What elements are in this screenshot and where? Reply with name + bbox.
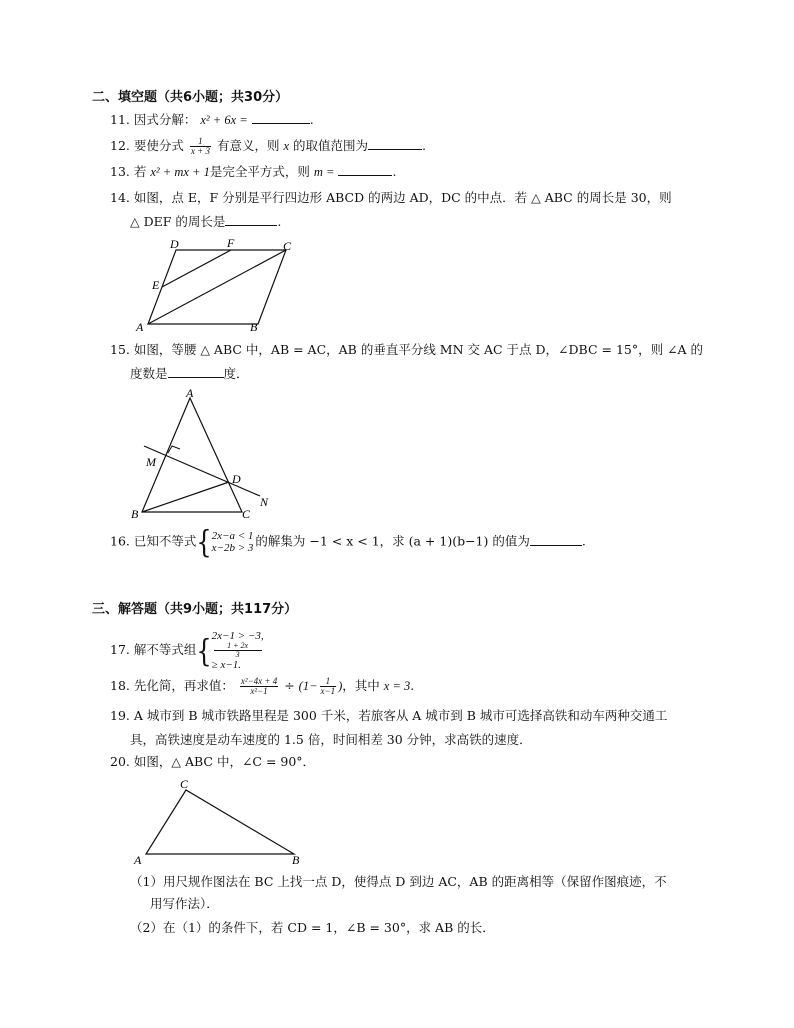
sub-question-1-line-2: 用写作法）． — [150, 896, 219, 911]
label-c: C — [283, 239, 292, 253]
question-text: 度． — [223, 366, 249, 381]
fraction — [320, 677, 337, 696]
brace-symbol: { — [196, 523, 212, 561]
question-12 — [110, 136, 426, 156]
question-11 — [110, 110, 314, 130]
question-13 — [110, 162, 396, 182]
question-text: 度数是 — [130, 366, 168, 381]
question-20-part-1-line-2 — [150, 894, 219, 914]
label-f: F — [227, 236, 235, 250]
question-text: 的解集为 −1 < x < 1，求 (a + 1)(b−1) 的值为 — [255, 533, 530, 549]
fraction-numerator: 1 — [320, 677, 337, 687]
question-number: 14. — [110, 190, 130, 205]
question-text: 若 — [133, 164, 147, 179]
label-c: C — [180, 777, 189, 791]
answer-blank[interactable] — [225, 212, 277, 226]
question-number: 13. — [110, 164, 130, 179]
question-number: 15. — [110, 342, 130, 357]
label-b: B — [250, 320, 258, 334]
fraction-numerator: 1 + 2x — [214, 642, 262, 651]
inequality-2: x−2b > 3 — [211, 542, 254, 554]
question-14 — [110, 188, 672, 208]
period: . — [309, 112, 314, 127]
label-m: M — [146, 455, 156, 469]
question-20 — [110, 752, 315, 772]
math-variable: m = — [313, 165, 335, 179]
label-b: B — [292, 853, 300, 867]
question-14-line-2 — [130, 212, 281, 232]
division-operator: ÷ — [284, 678, 295, 693]
fraction — [214, 642, 262, 659]
question-18 — [110, 676, 414, 696]
question-17 — [110, 630, 266, 671]
segment-ef — [162, 250, 231, 287]
question-text: 的取值范围为 — [292, 138, 368, 153]
question-text-line-1: 如图，点 E，F 分别是平行四边形 ABCD 的两边 AD，DC 的中点．若 △ ABC 的周长是 30，则 — [133, 190, 672, 205]
question-15-line-2 — [130, 364, 249, 384]
question-number: 17. — [110, 642, 130, 657]
math-variable: x — [283, 139, 289, 153]
question-text: 如图，△ ABC 中，∠C = 90°． — [133, 754, 316, 769]
question-text: 因式分解： — [133, 112, 197, 127]
question-15 — [110, 340, 703, 360]
perpendicular-bisector-mn — [144, 446, 260, 496]
brace-symbol: { — [196, 632, 212, 669]
math-expression: x² + mx + 1 — [150, 165, 210, 179]
label-a: A — [186, 386, 194, 400]
question-text-line-2: 具，高铁速度是动车速度的 1.5 倍，时间相差 30 分钟，求高铁的速度． — [130, 732, 532, 747]
label-a: A — [136, 320, 144, 334]
period: . — [392, 164, 397, 179]
answer-blank[interactable] — [530, 532, 582, 546]
inequality-rest: ≥ x−1. — [211, 659, 242, 671]
label-c: C — [242, 507, 251, 521]
fraction-denominator: x−1 — [320, 686, 336, 696]
inequality-2 — [212, 642, 264, 671]
period: . — [581, 533, 586, 549]
inequality-system — [212, 630, 264, 671]
question-text: 有意义，则 — [216, 138, 280, 153]
inequality-system — [212, 530, 254, 554]
sub-question-1-line-1: （1）用尺规作图法在 BC 上找一点 D，使得点 D 到边 AC，AB 的距离相等（保留作图痕迹，不 — [130, 874, 667, 889]
parallelogram-figure — [128, 234, 308, 336]
question-number: 18. — [110, 678, 130, 693]
right-triangle-figure — [130, 774, 310, 868]
fraction-numerator: 1 — [190, 137, 211, 147]
period: . — [277, 214, 282, 229]
period: . — [410, 678, 415, 693]
question-20-part-1 — [130, 872, 667, 892]
question-16 — [110, 523, 586, 561]
answer-blank[interactable] — [368, 136, 422, 150]
condition: x = 3 — [383, 679, 411, 693]
question-text-line-1: 如图，等腰 △ ABC 中，AB = AC，AB 的垂直平分线 MN 交 AC 于点 D，∠DBC = 15°，则 ∠A 的 — [133, 342, 704, 357]
question-19-line-2 — [130, 730, 532, 750]
segment-bd — [142, 482, 229, 512]
section-2-title: 二、填空题（共6小题；共30分） — [92, 90, 289, 105]
fraction-denominator: x + 3 — [190, 146, 210, 156]
paren-close: ) — [338, 679, 343, 693]
label-d: D — [170, 237, 179, 251]
isosceles-triangle-figure — [128, 386, 278, 522]
question-text-line-2: △ DEF 的周长是 — [130, 214, 226, 229]
fraction-numerator: x²−4x + 4 — [240, 676, 278, 686]
label-a: A — [134, 853, 142, 867]
question-number: 20. — [110, 754, 130, 769]
fraction-denominator: 3 — [235, 650, 240, 659]
math-expression: x² + 6x = — [200, 113, 248, 127]
question-number: 19. — [110, 708, 130, 723]
answer-blank[interactable] — [252, 110, 310, 124]
answer-blank[interactable] — [168, 364, 224, 378]
fraction — [190, 137, 211, 156]
inequality-1: 2x−1 > −3, — [211, 630, 264, 642]
question-number: 12. — [110, 138, 130, 153]
triangle-abc — [146, 790, 294, 854]
question-number: 11. — [110, 112, 130, 127]
label-n: N — [260, 495, 269, 509]
period: . — [422, 138, 426, 153]
question-text: 已知不等式 — [133, 533, 197, 549]
question-text: 要使分式 — [133, 138, 184, 153]
question-number: 16. — [110, 533, 130, 549]
question-text: 是完全平方式，则 — [209, 164, 310, 179]
label-b: B — [131, 507, 139, 521]
fraction — [240, 677, 278, 696]
question-20-part-2 — [130, 918, 495, 938]
question-text-line-1: A 城市到 B 城市铁路里程是 300 千米，若旅客从 A 城市到 B 城市可选择高铁和动车两种交通工 — [133, 708, 668, 723]
fraction-denominator: x²−1 — [250, 686, 268, 696]
question-19 — [110, 706, 667, 726]
sub-question-2: （2）在（1）的条件下，若 CD = 1，∠B = 30°，求 AB 的长． — [130, 920, 495, 935]
section-3-title: 三、解答题（共9小题；共117分） — [92, 602, 298, 617]
inequality-1: 2x−a < 1 — [211, 530, 254, 542]
paren-open: (1− — [298, 679, 318, 693]
label-d: D — [232, 472, 241, 486]
label-e: E — [152, 278, 160, 292]
question-text: ，其中 — [342, 678, 380, 693]
question-text: 先化简，再求值： — [133, 678, 234, 693]
answer-blank[interactable] — [338, 162, 392, 176]
question-text: 解不等式组 — [133, 642, 197, 657]
diagonal-ac — [148, 250, 286, 324]
